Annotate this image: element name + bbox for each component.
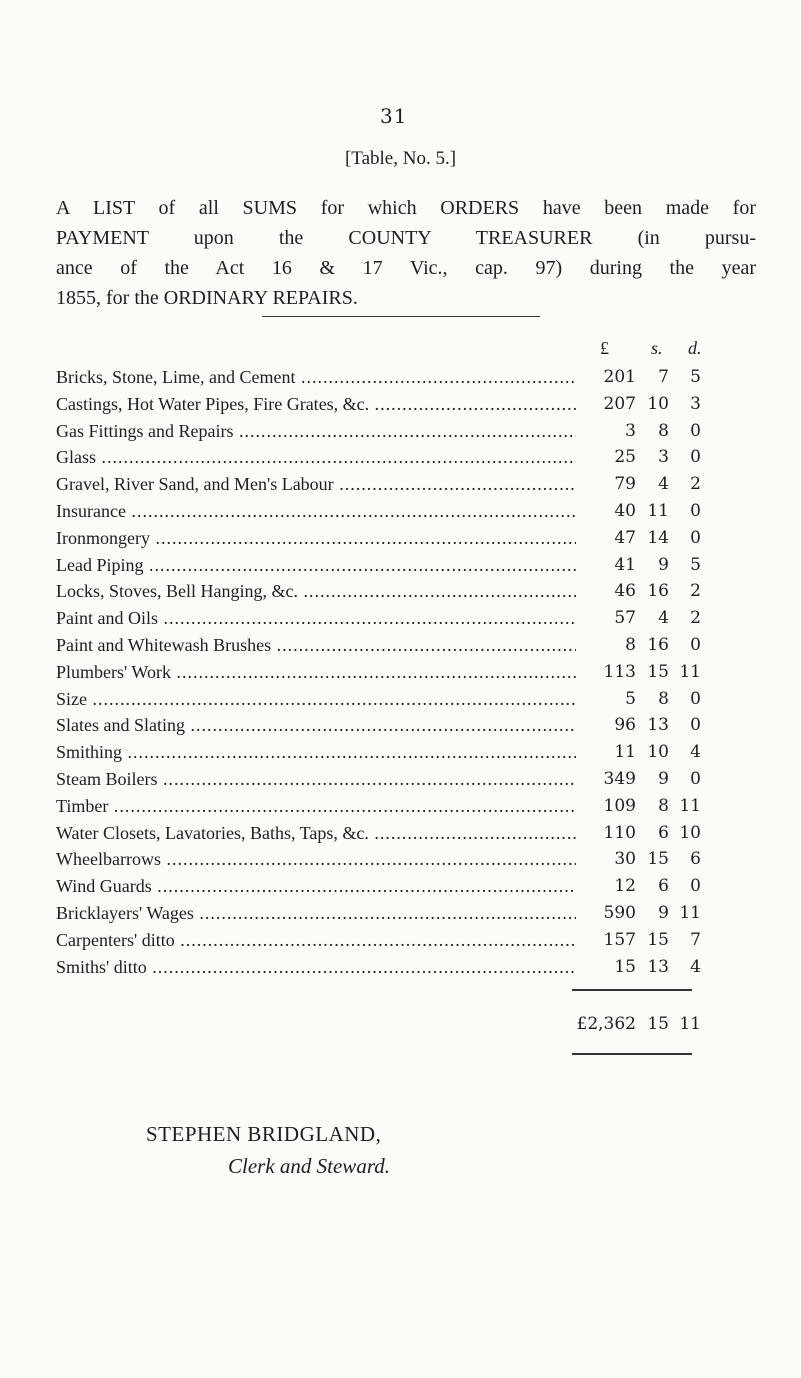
item-label: Timber ..... [56, 793, 576, 820]
item-shillings: 13 [647, 956, 669, 977]
item-label: Bricks, Stone, Lime, and Cement ..... [56, 364, 576, 391]
heading-line-4: 1855, for the ORDINARY REPAIRS. [56, 287, 358, 309]
list-item [56, 552, 716, 579]
item-pence: 5 [690, 367, 701, 387]
item-label: Carpenters' ditto ..... [56, 927, 576, 954]
item-pence: 4 [690, 956, 701, 977]
item-pence: 0 [690, 688, 701, 709]
item-pounds: 201 [603, 367, 636, 387]
item-label: Paint and Whitewash Brushes ..... [56, 632, 576, 659]
item-shillings: 9 [658, 768, 669, 789]
item-label: Smiths' ditto ..... [56, 954, 576, 981]
list-item [56, 498, 716, 525]
item-pence: 0 [690, 527, 701, 548]
page-number: 31 [380, 104, 408, 128]
item-pounds: 96 [614, 715, 636, 736]
item-shillings: 14 [647, 527, 669, 548]
total-row [0, 1014, 801, 1040]
item-pence: 2 [690, 474, 701, 495]
item-pounds: 11 [614, 742, 636, 763]
item-label: Insurance ..... [56, 498, 576, 525]
item-shillings: 4 [658, 474, 669, 495]
item-label: Water Closets, Lavatories, Baths, Taps, &c. ..... [56, 820, 576, 847]
item-pounds: 41 [614, 554, 636, 575]
item-shillings: 7 [658, 367, 669, 387]
item-shillings: 4 [658, 608, 669, 629]
item-pence: 5 [690, 554, 701, 575]
signature-name: STEPHEN BRIDGLAND, [146, 1122, 382, 1146]
item-pounds: 47 [614, 527, 636, 548]
item-label: Slates and Slating ..... [56, 712, 576, 739]
item-pence: 6 [690, 849, 701, 870]
item-label: Glass ..... [56, 444, 576, 471]
signature-role: Clerk and Steward. [228, 1154, 390, 1178]
heading-line-2: PAYMENT upon the COUNTY TREASURER (in pursu- [56, 227, 756, 249]
item-pence: 4 [690, 742, 701, 763]
item-pence: 0 [690, 447, 701, 468]
list-item [56, 525, 716, 552]
item-pounds: 40 [614, 500, 636, 521]
list-item [56, 632, 716, 659]
item-shillings: 3 [658, 447, 669, 468]
item-pounds: 57 [614, 608, 636, 629]
item-pence: 0 [690, 768, 701, 789]
item-label: Plumbers' Work ..... [56, 659, 576, 686]
item-pounds: 25 [614, 447, 636, 468]
item-pounds: 590 [603, 902, 636, 923]
list-item [56, 766, 716, 793]
item-pence: 7 [690, 929, 701, 950]
item-label: Gas Fittings and Repairs ..... [56, 418, 576, 445]
item-pence: 11 [679, 795, 701, 816]
item-pounds: 113 [603, 661, 636, 682]
item-pence: 0 [690, 500, 701, 521]
column-header-pence: d. [688, 338, 702, 358]
item-label: Steam Boilers ..... [56, 766, 576, 793]
item-pounds: 8 [625, 634, 636, 655]
item-shillings: 6 [658, 876, 669, 897]
item-shillings: 10 [647, 742, 669, 763]
item-pence: 2 [690, 608, 701, 629]
list-item [56, 364, 716, 391]
item-pence: 10 [679, 822, 701, 843]
item-label: Bricklayers' Wages ..... [56, 900, 576, 927]
item-label: Paint and Oils ..... [56, 605, 576, 632]
item-pounds: 30 [614, 849, 636, 870]
list-item [56, 927, 716, 954]
item-shillings: 10 [647, 393, 669, 414]
item-shillings: 8 [658, 795, 669, 816]
item-pounds: 5 [625, 688, 636, 709]
heading-line-1: A LIST of all SUMS for which ORDERS have been made for [56, 197, 756, 219]
item-shillings: 8 [658, 688, 669, 709]
list-item [56, 578, 716, 605]
item-label: Size ..... [56, 686, 576, 713]
list-item [56, 820, 716, 847]
item-pounds: 109 [603, 795, 636, 816]
item-pounds: 207 [603, 393, 636, 414]
item-pence: 3 [690, 393, 701, 414]
item-pounds: 12 [614, 876, 636, 897]
item-shillings: 15 [647, 849, 669, 870]
list-item [56, 444, 716, 471]
item-label: Smithing ..... [56, 739, 576, 766]
list-item [56, 471, 716, 498]
item-label: Gravel, River Sand, and Men's Labour ..... [56, 471, 576, 498]
item-shillings: 8 [658, 420, 669, 441]
item-pounds: 15 [614, 956, 636, 977]
total-shillings: 15 [647, 1014, 669, 1034]
total-rule-top [572, 989, 692, 991]
item-shillings: 9 [658, 902, 669, 923]
list-item [56, 739, 716, 766]
item-pence: 0 [690, 420, 701, 441]
list-item [56, 846, 716, 873]
item-pounds: 79 [614, 474, 636, 495]
list-item [56, 391, 716, 418]
item-pounds: 46 [614, 581, 636, 602]
item-list [56, 364, 716, 980]
column-header-pounds: £ [600, 338, 609, 358]
item-label: Lead Piping ..... [56, 552, 576, 579]
item-shillings: 16 [647, 581, 669, 602]
item-label: Wind Guards ..... [56, 873, 576, 900]
item-label: Ironmongery ..... [56, 525, 576, 552]
item-pence: 11 [679, 902, 701, 923]
total-pounds: £2,362 [576, 1014, 636, 1034]
item-pence: 2 [690, 581, 701, 602]
item-pounds: 110 [603, 822, 636, 843]
list-item [56, 605, 716, 632]
divider [262, 316, 540, 317]
document-heading [56, 193, 756, 313]
item-label: Castings, Hot Water Pipes, Fire Grates, &c. ..... [56, 391, 576, 418]
item-pence: 0 [690, 715, 701, 736]
list-item [56, 659, 716, 686]
list-item [56, 418, 716, 445]
list-item [56, 900, 716, 927]
list-item [56, 793, 716, 820]
total-pence: 11 [679, 1014, 701, 1034]
item-pounds: 157 [603, 929, 636, 950]
item-pounds: 3 [625, 420, 636, 441]
list-item [56, 873, 716, 900]
item-pence: 0 [690, 634, 701, 655]
item-shillings: 13 [647, 715, 669, 736]
item-shillings: 6 [658, 822, 669, 843]
heading-line-3: ance of the Act 16 & 17 Vic., cap. 97) during the year [56, 257, 756, 279]
table-label: [Table, No. 5.] [344, 148, 457, 169]
list-item [56, 954, 716, 981]
item-label: Locks, Stoves, Bell Hanging, &c. ..... [56, 578, 576, 605]
total-rule-bottom [572, 1053, 692, 1055]
item-label: Wheelbarrows ..... [56, 846, 576, 873]
item-shillings: 15 [647, 929, 669, 950]
column-header-shillings: s. [651, 338, 663, 358]
item-shillings: 15 [647, 661, 669, 682]
item-shillings: 9 [658, 554, 669, 575]
list-item [56, 686, 716, 713]
item-shillings: 11 [647, 500, 669, 521]
item-pounds: 349 [603, 768, 636, 789]
item-pence: 0 [690, 876, 701, 897]
item-shillings: 16 [647, 634, 669, 655]
list-item [56, 712, 716, 739]
item-pence: 11 [679, 661, 701, 682]
